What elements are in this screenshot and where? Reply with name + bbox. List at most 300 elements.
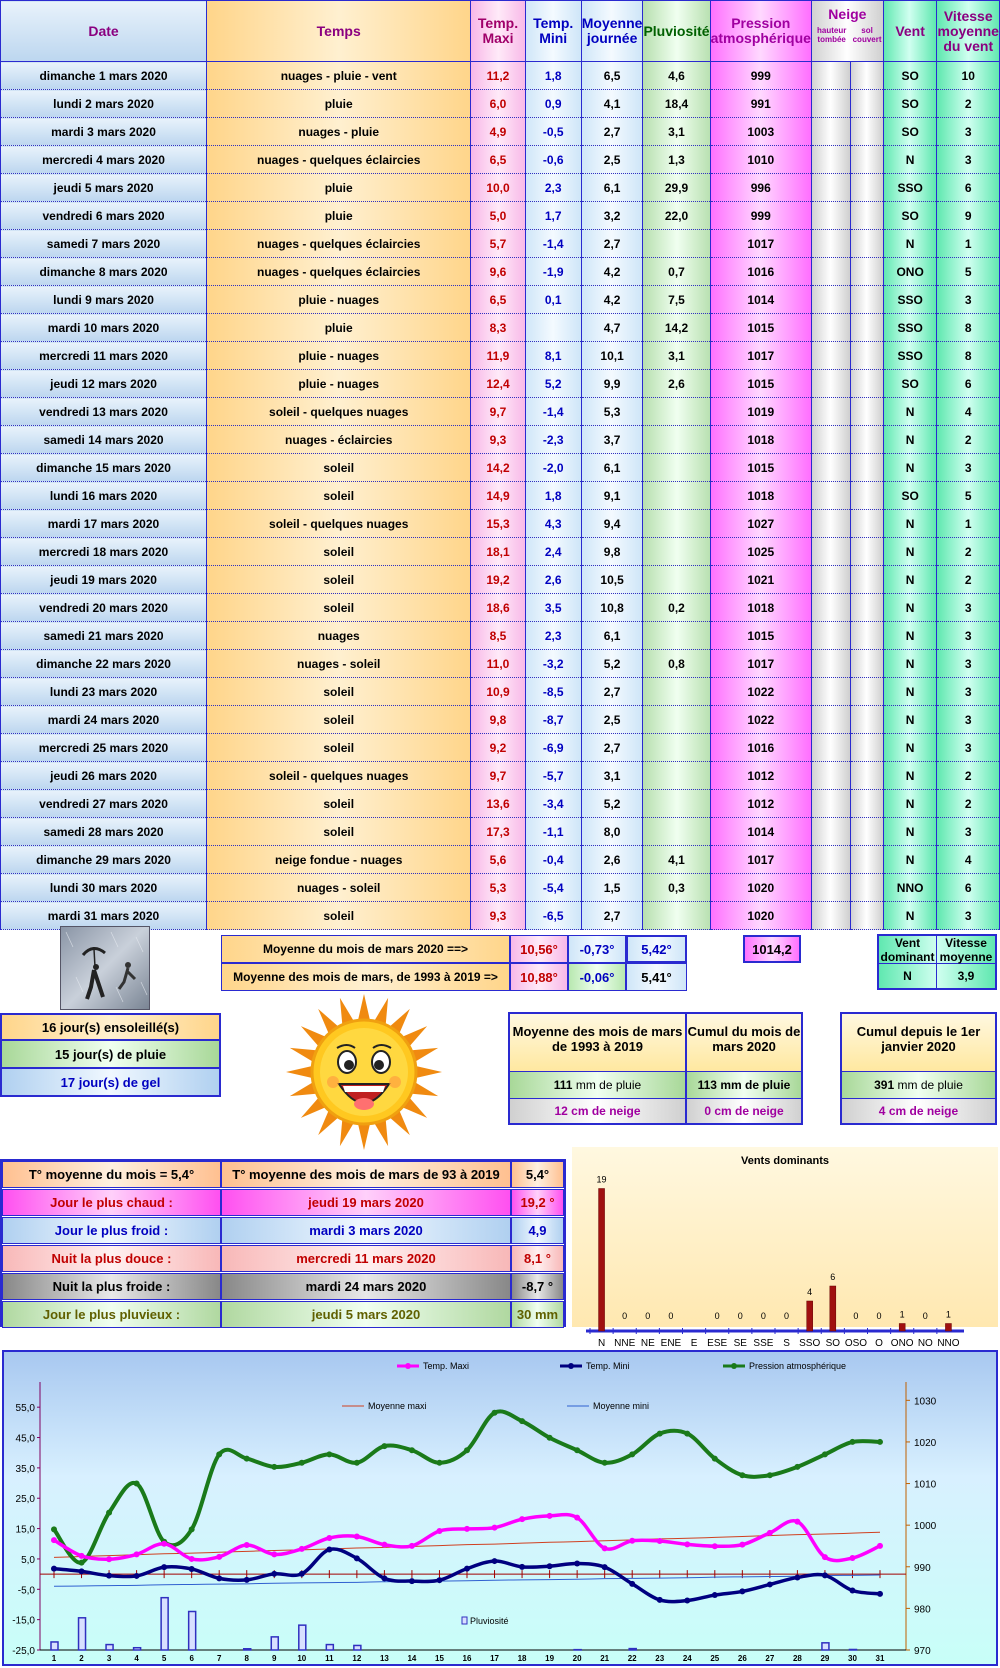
wind-value-label: 0 [668, 1311, 674, 1321]
record-day: mardi 3 mars 2020 [221, 1217, 511, 1244]
day-vent: SO [883, 370, 937, 398]
day-date: dimanche 8 mars 2020 [1, 258, 207, 286]
monthly-averages [221, 935, 687, 991]
moy-mois-pression: 1014,2 [743, 935, 801, 963]
day-temps: soleil [207, 678, 471, 706]
x-tick-label: 21 [600, 1654, 610, 1663]
series-point [574, 1515, 580, 1521]
day-pression: 1018 [710, 482, 811, 510]
series-point [51, 1526, 57, 1532]
table-row [1, 90, 1000, 118]
day-pluviosite [643, 818, 710, 846]
table-row [1, 566, 1000, 594]
day-temps: soleil [207, 818, 471, 846]
record-value: 19,2 ° [511, 1189, 564, 1216]
day-max: 13,6 [471, 790, 525, 818]
day-neige-sol [850, 762, 883, 790]
day-vitesse: 3 [937, 286, 1000, 314]
series-point [354, 1555, 360, 1561]
day-temps: nuages - quelques éclaircies [207, 258, 471, 286]
day-temps: pluie - nuages [207, 342, 471, 370]
table-row [1, 146, 1000, 174]
day-vent: N [883, 902, 937, 930]
day-min: 2,4 [525, 538, 581, 566]
x-tick-label: 28 [792, 1654, 802, 1663]
day-pression: 1014 [710, 286, 811, 314]
wind-category-label: NNO [937, 1338, 960, 1349]
day-pression: 1018 [710, 594, 811, 622]
day-vitesse: 2 [937, 538, 1000, 566]
left-tick-label: 5,0 [21, 1554, 35, 1566]
day-moyenne: 10,1 [581, 342, 643, 370]
day-pression: 1015 [710, 622, 811, 650]
day-pluviosite [643, 734, 710, 762]
day-neige-sol [850, 90, 883, 118]
day-moyenne: 9,8 [581, 538, 643, 566]
x-tick-label: 15 [435, 1654, 444, 1663]
wind-value-label: 0 [714, 1311, 720, 1321]
wind-value-label: 0 [760, 1311, 766, 1321]
day-vent: N [883, 426, 937, 454]
day-neige-sol [850, 174, 883, 202]
day-neige-hauteur [811, 734, 850, 762]
header-pluviosite: Pluviosité [643, 1, 710, 62]
day-date: lundi 30 mars 2020 [1, 874, 207, 902]
legend-pluviosite-label: Pluviosité [470, 1616, 509, 1626]
series-point [492, 1525, 498, 1531]
x-tick-label: 25 [710, 1654, 720, 1663]
x-tick-label: 5 [161, 1654, 167, 1663]
day-min: 5,2 [525, 370, 581, 398]
series-point [464, 1566, 470, 1572]
header-pression: Pression atmosphérique [710, 1, 811, 62]
day-max: 6,5 [471, 286, 525, 314]
series-point [216, 1554, 222, 1560]
day-pluviosite [643, 454, 710, 482]
wind-bar [807, 1301, 813, 1331]
series-point [79, 1553, 85, 1559]
day-moyenne: 2,5 [581, 146, 643, 174]
table-row [1, 818, 1000, 846]
table-row [1, 650, 1000, 678]
day-pluviosite: 0,8 [643, 650, 710, 678]
day-pluviosite [643, 510, 710, 538]
day-pluviosite: 0,2 [643, 594, 710, 622]
day-moyenne: 8,0 [581, 818, 643, 846]
day-vitesse: 3 [937, 118, 1000, 146]
smiling-sun-icon [283, 992, 445, 1152]
day-neige-sol [850, 314, 883, 342]
day-vent: N [883, 566, 937, 594]
wind-value-label: 0 [853, 1311, 859, 1321]
wind-category-label: O [875, 1338, 883, 1349]
wind-bar [830, 1286, 836, 1331]
x-tick-label: 19 [545, 1654, 555, 1663]
day-vent: N [883, 594, 937, 622]
day-date: samedi 7 mars 2020 [1, 230, 207, 258]
table-row [1, 482, 1000, 510]
series-point [134, 1551, 140, 1557]
table-row [1, 426, 1000, 454]
left-tick-label: 55,0 [15, 1403, 35, 1415]
right-tick-label: 1020 [914, 1437, 937, 1449]
series-point [244, 1456, 250, 1462]
series-point [271, 1571, 277, 1577]
wind-category-label: NNE [614, 1338, 636, 1349]
series-point [409, 1447, 415, 1453]
day-moyenne: 6,5 [581, 62, 643, 90]
day-vent: N [883, 230, 937, 258]
day-pluviosite: 4,1 [643, 846, 710, 874]
day-min: -2,0 [525, 454, 581, 482]
series-point [712, 1543, 718, 1549]
wind-value-label: 0 [622, 1311, 628, 1321]
day-vitesse: 2 [937, 566, 1000, 594]
day-vitesse: 10 [937, 62, 1000, 90]
series-point [106, 1573, 112, 1579]
series-point [602, 1545, 608, 1551]
series-point [849, 1439, 855, 1445]
cumul-mois-title: Cumul du mois de mars 2020 [687, 1014, 801, 1071]
wind-bar [899, 1324, 905, 1332]
series-point [684, 1541, 690, 1547]
day-vitesse: 6 [937, 174, 1000, 202]
day-neige-sol [850, 62, 883, 90]
day-vitesse: 1 [937, 510, 1000, 538]
day-neige-hauteur [811, 230, 850, 258]
series-point [794, 1574, 800, 1580]
day-vent: N [883, 510, 937, 538]
day-date: mercredi 18 mars 2020 [1, 538, 207, 566]
day-max: 11,0 [471, 650, 525, 678]
day-vitesse: 2 [937, 426, 1000, 454]
day-date: dimanche 22 mars 2020 [1, 650, 207, 678]
day-vitesse: 3 [937, 734, 1000, 762]
series-point [657, 1597, 663, 1603]
day-pluviosite: 7,5 [643, 286, 710, 314]
day-date: samedi 21 mars 2020 [1, 622, 207, 650]
day-max: 10,0 [471, 174, 525, 202]
day-date: lundi 16 mars 2020 [1, 482, 207, 510]
wind-category-label: OSO [844, 1338, 868, 1349]
table-row [1, 314, 1000, 342]
day-date: mardi 3 mars 2020 [1, 118, 207, 146]
day-moyenne: 3,7 [581, 426, 643, 454]
x-tick-label: 14 [407, 1654, 417, 1663]
day-moyenne: 4,2 [581, 286, 643, 314]
rain-bar [354, 1645, 361, 1650]
x-tick-label: 12 [352, 1654, 362, 1663]
rain-bar [189, 1612, 196, 1651]
header-neige-label: Neige [828, 6, 867, 22]
day-pression: 1015 [710, 454, 811, 482]
day-pluviosite [643, 482, 710, 510]
x-tick-label: 31 [875, 1654, 885, 1663]
x-tick-label: 2 [79, 1654, 84, 1663]
cumul-annee-neige [842, 1099, 995, 1123]
day-vent: N [883, 538, 937, 566]
series-point [547, 1513, 553, 1519]
day-vitesse: 4 [937, 846, 1000, 874]
day-min: -1,1 [525, 818, 581, 846]
series-point [739, 1588, 745, 1594]
series-point [657, 1538, 663, 1544]
day-temps: nuages [207, 622, 471, 650]
x-tick-label: 20 [572, 1654, 582, 1663]
day-date: mardi 31 mars 2020 [1, 902, 207, 930]
day-neige-hauteur [811, 146, 850, 174]
vent-dominant-value: N [879, 964, 937, 988]
day-neige-sol [850, 818, 883, 846]
day-neige-hauteur [811, 286, 850, 314]
day-neige-hauteur [811, 818, 850, 846]
day-pression: 1018 [710, 426, 811, 454]
day-vent: N [883, 790, 937, 818]
day-min: 4,3 [525, 510, 581, 538]
series-point [464, 1447, 470, 1453]
day-max: 9,3 [471, 902, 525, 930]
day-min: -6,9 [525, 734, 581, 762]
day-date: vendredi 27 mars 2020 [1, 790, 207, 818]
x-tick-label: 29 [820, 1654, 830, 1663]
rain-bar [51, 1642, 58, 1650]
record-value: 8,1 ° [511, 1245, 564, 1272]
day-vent: SSO [883, 342, 937, 370]
x-tick-label: 13 [379, 1654, 389, 1663]
day-min: -8,5 [525, 678, 581, 706]
series-point [381, 1443, 387, 1449]
day-max: 18,1 [471, 538, 525, 566]
day-vent: SO [883, 62, 937, 90]
day-neige-hauteur [811, 846, 850, 874]
x-tick-label: 26 [737, 1654, 747, 1663]
left-tick-label: 15,0 [15, 1524, 35, 1536]
table-row [1, 902, 1000, 930]
day-neige-sol [850, 342, 883, 370]
rain-bar [161, 1598, 168, 1650]
wind-category-label: NO [917, 1338, 933, 1349]
day-neige-hauteur [811, 538, 850, 566]
table-row [1, 706, 1000, 734]
day-pluviosite: 1,3 [643, 146, 710, 174]
table-row [1, 398, 1000, 426]
day-max: 17,3 [471, 818, 525, 846]
series-point [271, 1551, 277, 1557]
cumul-annee-pluie [842, 1071, 995, 1099]
records-table [0, 1159, 566, 1327]
series-point [602, 1564, 608, 1570]
day-pression: 1014 [710, 818, 811, 846]
day-vent: SSO [883, 314, 937, 342]
day-temps: pluie [207, 202, 471, 230]
x-tick-label: 1 [51, 1654, 57, 1663]
record-day: mardi 24 mars 2020 [221, 1273, 511, 1300]
x-tick-label: 27 [765, 1654, 775, 1663]
day-pression: 1025 [710, 538, 811, 566]
day-neige-hauteur [811, 258, 850, 286]
day-neige-sol [850, 202, 883, 230]
day-moyenne: 4,2 [581, 258, 643, 286]
record-day: jeudi 5 mars 2020 [221, 1301, 511, 1328]
day-date: dimanche 15 mars 2020 [1, 454, 207, 482]
day-neige-sol [850, 482, 883, 510]
day-max: 15,3 [471, 510, 525, 538]
series-point [519, 1516, 525, 1522]
day-max: 9,8 [471, 706, 525, 734]
day-moyenne: 3,1 [581, 762, 643, 790]
moy-hist-moy: 5,41° [626, 963, 687, 991]
day-temps: nuages - soleil [207, 650, 471, 678]
day-date: jeudi 12 mars 2020 [1, 370, 207, 398]
day-min: -1,9 [525, 258, 581, 286]
wind-value-label: 4 [807, 1287, 813, 1297]
record-day: T° moyenne des mois de mars de 93 à 2019 [221, 1161, 511, 1188]
day-date: jeudi 19 mars 2020 [1, 566, 207, 594]
day-neige-hauteur [811, 370, 850, 398]
series-point [767, 1472, 773, 1478]
day-min: 3,5 [525, 594, 581, 622]
series-point [822, 1572, 828, 1578]
day-neige-hauteur [811, 790, 850, 818]
series-point [794, 1464, 800, 1470]
day-pression: 1012 [710, 762, 811, 790]
table-row [1, 538, 1000, 566]
rain-bar [822, 1643, 829, 1650]
day-moyenne: 2,6 [581, 846, 643, 874]
day-moyenne: 2,7 [581, 118, 643, 146]
day-temps: soleil [207, 482, 471, 510]
x-tick-label: 4 [134, 1654, 139, 1663]
left-tick-label: 25,0 [15, 1494, 35, 1506]
day-pression: 1016 [710, 734, 811, 762]
record-value: 4,9 [511, 1217, 564, 1244]
day-temps: soleil [207, 566, 471, 594]
header-neige [811, 1, 883, 62]
series-point [712, 1456, 718, 1462]
day-date: dimanche 1 mars 2020 [1, 62, 207, 90]
day-pression: 1027 [710, 510, 811, 538]
day-min: -0,6 [525, 146, 581, 174]
table-row [1, 118, 1000, 146]
day-pluviosite [643, 622, 710, 650]
day-neige-hauteur [811, 202, 850, 230]
series-point [271, 1464, 277, 1470]
day-min: 1,7 [525, 202, 581, 230]
day-moyenne: 2,5 [581, 706, 643, 734]
day-vent: N [883, 762, 937, 790]
header-neige-hauteur: hauteur tombée [816, 26, 847, 44]
day-vitesse: 2 [937, 90, 1000, 118]
wind-category-label: NE [640, 1338, 655, 1349]
cumul-annee-title: Cumul depuis le 1er janvier 2020 [842, 1014, 995, 1071]
x-tick-label: 9 [272, 1654, 277, 1663]
count-rain-days: 15 jour(s) de pluie [0, 1041, 221, 1069]
day-vitesse: 9 [937, 202, 1000, 230]
day-min: 0,9 [525, 90, 581, 118]
day-vent: ONO [883, 258, 937, 286]
series-point [216, 1575, 222, 1581]
left-tick-label: -15,0 [12, 1615, 35, 1627]
wind-value-label: 0 [737, 1311, 743, 1321]
x-tick-label: 10 [297, 1654, 307, 1663]
day-neige-hauteur [811, 62, 850, 90]
table-row [1, 454, 1000, 482]
day-vitesse: 3 [937, 678, 1000, 706]
moy-mois-min: -0,73° [568, 935, 626, 963]
day-max: 8,5 [471, 622, 525, 650]
day-vitesse: 3 [937, 454, 1000, 482]
wind-value-label: 0 [645, 1311, 651, 1321]
day-temps: pluie - nuages [207, 286, 471, 314]
day-pression: 1016 [710, 258, 811, 286]
day-neige-sol [850, 258, 883, 286]
table-row [1, 202, 1000, 230]
day-neige-hauteur [811, 622, 850, 650]
day-temps: soleil - quelques nuages [207, 510, 471, 538]
wind-value-label: 6 [830, 1272, 836, 1282]
wind-value-label: 19 [596, 1174, 607, 1185]
day-vent: N [883, 146, 937, 174]
day-pression: 1022 [710, 678, 811, 706]
day-pression: 1017 [710, 342, 811, 370]
series-point [767, 1530, 773, 1536]
legend-moy-mini-label: Moyenne mini [593, 1401, 650, 1411]
series-point [657, 1431, 663, 1437]
day-vent: SO [883, 482, 937, 510]
moy-mois-max: 10,56° [510, 935, 568, 963]
day-moyenne: 9,4 [581, 510, 643, 538]
day-vent: N [883, 678, 937, 706]
record-label: Jour le plus froid : [2, 1217, 221, 1244]
series-point [739, 1472, 745, 1478]
day-date: vendredi 6 mars 2020 [1, 202, 207, 230]
cumul-mois-neige: 0 cm de neige [687, 1099, 801, 1123]
day-date: mercredi 4 mars 2020 [1, 146, 207, 174]
day-neige-sol [850, 706, 883, 734]
series-point [436, 1528, 442, 1534]
series-point [161, 1564, 167, 1570]
count-sunny-days: 16 jour(s) ensoleillé(s) [0, 1013, 221, 1041]
series-point [161, 1541, 167, 1547]
x-tick-label: 16 [462, 1654, 472, 1663]
day-date: dimanche 29 mars 2020 [1, 846, 207, 874]
day-vitesse: 2 [937, 762, 1000, 790]
day-max: 9,2 [471, 734, 525, 762]
table-row [1, 762, 1000, 790]
day-vitesse: 3 [937, 622, 1000, 650]
series-point [464, 1526, 470, 1532]
legend-pression-swatch-dot [731, 1363, 737, 1369]
day-pression: 1019 [710, 398, 811, 426]
series-point [877, 1543, 883, 1549]
cumul-hist-title: Moyenne des mois de mars de 1993 à 2019 [510, 1014, 687, 1071]
day-moyenne: 2,7 [581, 734, 643, 762]
day-vitesse: 3 [937, 594, 1000, 622]
day-vent: SO [883, 118, 937, 146]
cumul-annee-panel [840, 1012, 997, 1125]
header-max: Temp. Maxi [471, 1, 525, 62]
series-point [574, 1560, 580, 1566]
record-label: Nuit la plus douce : [2, 1245, 221, 1272]
rain-bar [326, 1645, 333, 1650]
day-pluviosite: 14,2 [643, 314, 710, 342]
day-date: vendredi 13 mars 2020 [1, 398, 207, 426]
rain-photo [60, 926, 150, 1010]
series-point [492, 1410, 498, 1416]
series-point [602, 1460, 608, 1466]
series-point [79, 1560, 85, 1566]
day-vitesse: 3 [937, 706, 1000, 734]
